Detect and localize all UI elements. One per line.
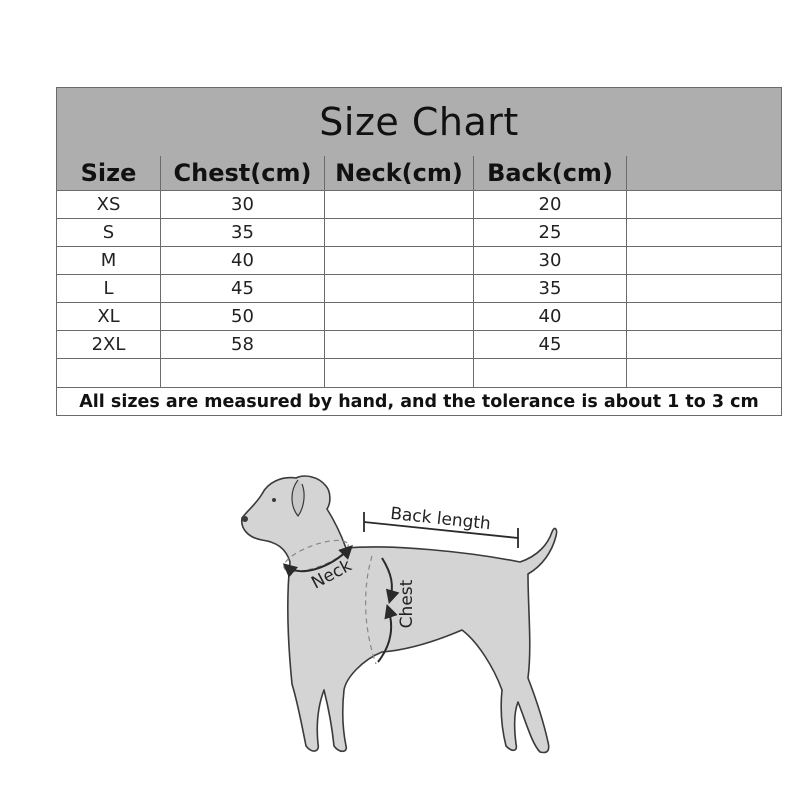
column-header: Back(cm) bbox=[474, 156, 627, 191]
size-chart-table bbox=[56, 87, 782, 416]
table-cell bbox=[474, 359, 627, 388]
measurement-note: All sizes are measured by hand, and the tolerance is about 1 to 3 cm bbox=[57, 388, 782, 416]
header-row bbox=[57, 156, 782, 191]
table-cell: 2XL bbox=[57, 331, 161, 359]
table-cell bbox=[325, 303, 474, 331]
table-cell bbox=[627, 191, 782, 219]
table-row bbox=[57, 247, 782, 275]
table-title: Size Chart bbox=[57, 88, 782, 157]
table-cell: XL bbox=[57, 303, 161, 331]
neck-label: Neck bbox=[308, 555, 356, 594]
table-cell: 20 bbox=[474, 191, 627, 219]
table-cell bbox=[627, 247, 782, 275]
column-header: Chest(cm) bbox=[161, 156, 325, 191]
table-cell: 25 bbox=[474, 219, 627, 247]
table-row bbox=[57, 191, 782, 219]
table-cell bbox=[325, 275, 474, 303]
table-cell: 45 bbox=[474, 331, 627, 359]
table-cell bbox=[627, 359, 782, 388]
table-cell: 30 bbox=[161, 191, 325, 219]
table-cell bbox=[325, 219, 474, 247]
table-cell: 30 bbox=[474, 247, 627, 275]
table-cell: 35 bbox=[161, 219, 325, 247]
table-cell: 40 bbox=[474, 303, 627, 331]
column-header bbox=[627, 156, 782, 191]
blank-row bbox=[57, 359, 782, 388]
column-header: Neck(cm) bbox=[325, 156, 474, 191]
table-row bbox=[57, 275, 782, 303]
table-cell: 45 bbox=[161, 275, 325, 303]
table-cell: 50 bbox=[161, 303, 325, 331]
table-cell bbox=[627, 275, 782, 303]
table-cell: 40 bbox=[161, 247, 325, 275]
column-header: Size bbox=[57, 156, 161, 191]
table-cell bbox=[325, 331, 474, 359]
table-cell bbox=[325, 359, 474, 388]
table-cell: 35 bbox=[474, 275, 627, 303]
table-row bbox=[57, 331, 782, 359]
table-cell bbox=[325, 247, 474, 275]
table-row bbox=[57, 219, 782, 247]
dog-diagram bbox=[0, 440, 800, 800]
table-cell: M bbox=[57, 247, 161, 275]
table-cell bbox=[627, 303, 782, 331]
table-cell: S bbox=[57, 219, 161, 247]
table-cell bbox=[161, 359, 325, 388]
dog-measurement-figure bbox=[0, 440, 800, 800]
table-cell: XS bbox=[57, 191, 161, 219]
table-cell bbox=[627, 219, 782, 247]
nose-dot bbox=[242, 516, 248, 522]
back-length-label: Back length bbox=[389, 503, 492, 535]
chest-label: Chest bbox=[397, 579, 417, 629]
table-cell bbox=[57, 359, 161, 388]
table-cell bbox=[325, 191, 474, 219]
eye-dot bbox=[272, 498, 276, 502]
table-cell: L bbox=[57, 275, 161, 303]
table-cell bbox=[627, 331, 782, 359]
table-cell: 58 bbox=[161, 331, 325, 359]
table-row bbox=[57, 303, 782, 331]
